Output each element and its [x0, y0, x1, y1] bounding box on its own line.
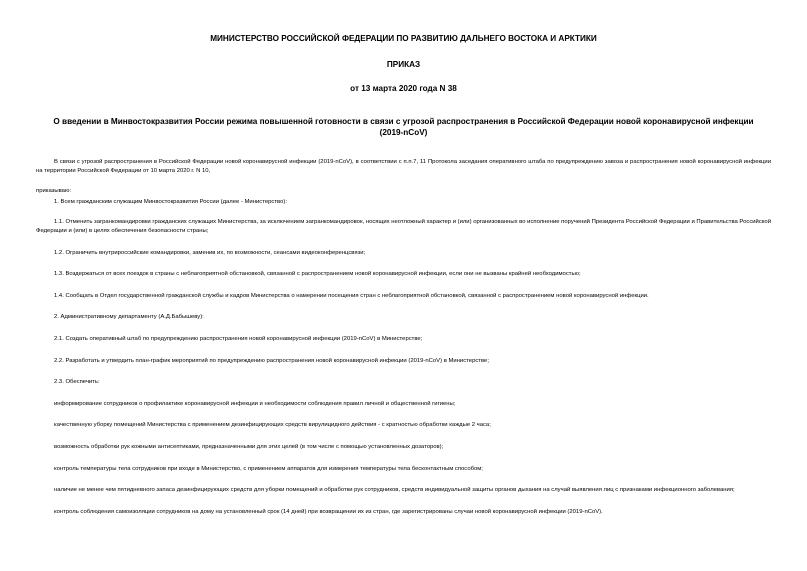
document-title: О введении в Минвостокразвития России режима повышенной готовности в связи с угрозой распространения в Российской Федерации новой коронавирусной инфекции (2019-nCoV)	[53, 117, 754, 137]
order-item: качественную уборку помещений Министерства с применением дезинфицирующих средств вирулицидного действия - с кратностью обработки каждые 2 часа;	[54, 422, 491, 429]
order-item: 1. Всем гражданским служащим Минвостокразвития России (далее - Министерство):	[54, 198, 287, 205]
orders-word: приказываю:	[36, 188, 72, 195]
order-item: контроль соблюдения самоизоляции сотрудников на дому на установленный срок (14 дней) при возвращении их из стран, где зарегистрированы случаи новой коронавирусной инфекции (2019-nCoV).	[54, 508, 603, 515]
order-item: 1.4. Сообщать в Отдел государственной гражданской службы и кадров Министерства о намерении посещения стран с неблагоприятной обстановкой, связанной с распространением новой коронавирусной инфекции.	[54, 292, 649, 299]
order-item: возможность обработки рук кожными антисептиками, предназначенными для этих целей (в том числе с помощью установленных дозаторов);	[54, 443, 444, 450]
order-item: 2.3. Обеспечить:	[54, 379, 100, 386]
order-item: 2.1. Создать оперативный штаб по предупреждению распространения новой коронавирусной инфекции (2019-nCoV) в Министерстве;	[54, 335, 423, 342]
preamble-paragraph: В связи с угрозой распространения в Российской Федерации новой коронавирусной инфекции (2019-nCoV), в соответствии с п.п.7, 11 Протокола заседания оперативного штаба по предупреждению завоза и распространения новой коронавирусной инфекции на территории Российской Федерации от 10 марта 2020 г. N 10,	[36, 159, 771, 174]
ministry-name: МИНИСТЕРСТВО РОССИЙСКОЙ ФЕДЕРАЦИИ ПО РАЗВИТИЮ ДАЛЬНЕГО ВОСТОКА И АРКТИКИ	[210, 34, 597, 43]
document-type: ПРИКАЗ	[386, 60, 421, 69]
order-item: 1.2. Ограничить внутрироссийские командировки, заменив их, по возможности, сеансами видеоконференцсвязи;	[54, 249, 366, 256]
order-item: контроль температуры тела сотрудников при входе в Министерство, с применением аппаратов для измерения температуры тела бесконтактным способом;	[54, 465, 483, 472]
order-item: наличие не менее чем пятидневного запаса дезинфицирующих средств для уборки помещений и обработки рук сотрудников, средств индивидуальной защиты органов дыхания на случай выявления лиц с признаками инфекционного заболевания;	[54, 487, 735, 494]
document-date-number: от 13 марта 2020 года N 38	[350, 84, 457, 93]
order-item: 1.1. Отменить загранкомандировки гражданских служащих Министерства, за исключением загранкомандировок, носящих неотложный характер и (или) организованных во исполнение поручений Президента Российской Федерации и Правительства Российской Федерации и (или) в целях обеспечения безопасности страны;	[36, 219, 771, 234]
order-item: информирование сотрудников о профилактике коронавирусной инфекции и необходимости соблюдения правил личной и общественной гигиены;	[54, 400, 456, 407]
order-item: 1.3. Воздержаться от всех поездок в страны с неблагоприятной обстановкой, связанной с распространением новой коронавирусной инфекции, если они не вызваны крайней необходимостью;	[54, 271, 581, 278]
order-item: 2.2. Разработать и утвердить план-график мероприятий по предупреждению распространения новой коронавирусной инфекции (2019-nCoV) в Министерстве;	[54, 357, 489, 364]
order-item: 2. Административному департаменту (А.Д.Бабышеву):	[54, 314, 204, 321]
